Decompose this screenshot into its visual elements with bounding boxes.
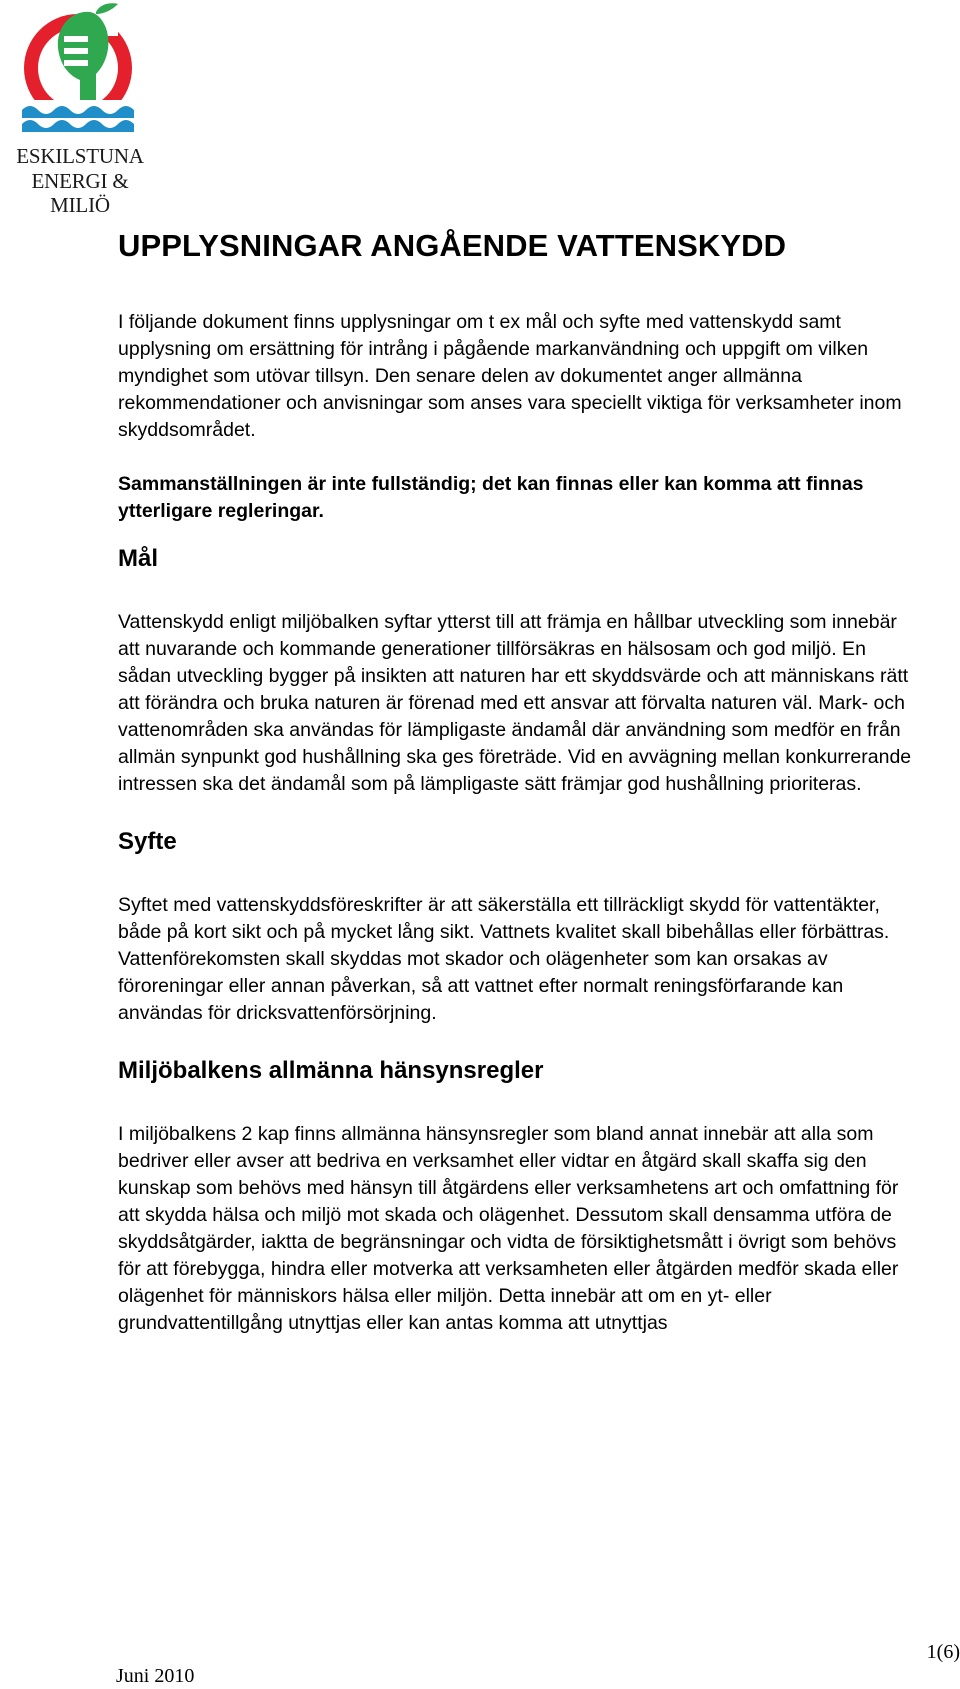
section-heading-mal: Mål — [118, 545, 159, 572]
logo-text-line2: ENERGI & MILIÖ — [31, 169, 129, 217]
document-body — [118, 226, 918, 1337]
page-number: 1(6) — [926, 1641, 960, 1663]
footer-date: Juni 2010 — [116, 1665, 195, 1687]
document-title: UPPLYSNINGAR ANGÅENDE VATTENSKYDD — [118, 228, 787, 263]
notice-paragraph: Sammanställningen är inte fullständig; det kan finnas eller kan komma att finnas ytterligare regleringar. — [118, 473, 864, 522]
section-body-mal: Vattenskydd enligt miljöbalken syftar ytterst till att främja en hållbar utveckling som innebär att nuvarande och kommande generationer tillförsäkras en hälsosam och god miljö. En sådan utveckling bygger på insikten att naturen har ett skyddsvärde och att människans rätt att förändra och bruka naturen är förenad med ett ansvar att förvalta naturen väl. Mark- och vattenområden ska användas för lämpligaste ändamål där användning som medför en från allmän synpunkt god hushållning ska ges företräde. Vid en avvägning mellan konkurrerande intressen ska det ändamål som på lämpligaste sätt främjar god hushållning prioriteras. — [118, 611, 912, 795]
section-heading-hansynsregler: Miljöbalkens allmänna hänsynsregler — [118, 1057, 544, 1084]
section-heading-syfte: Syfte — [118, 828, 177, 855]
intro-paragraph: I följande dokument finns upplysningar om t ex mål och syfte med vattenskydd samt upplysning om ersättning för intrång i pågående markanvändning och uppgift om vilken myndighet som utövar tillsyn. Den senare delen av dokumentet anger allmänna rekommendationer och anvisningar som anses vara speciellt viktiga för verksamheter inom skyddsområdet. — [118, 311, 902, 441]
company-logo — [0, 0, 160, 217]
section-body-syfte: Syftet med vattenskyddsföreskrifter är att säkerställa ett tillräckligt skydd för vattentäkter, både på kort sikt och på mycket lång sikt. Vattnets kvalitet skall bibehållas eller förbättras. Vattenförekomsten skall skyddas mot skador och olägenheter som kan orsakas av föroreningar eller annan påverkan, så att vattnet efter normalt reningsförfarande kan användas för dricksvattenförsörjning. — [118, 894, 890, 1024]
logo-text-line1: ESKILSTUNA — [16, 144, 144, 168]
apple-drop-logo-icon — [0, 0, 160, 145]
section-body-hansynsregler: I miljöbalkens 2 kap finns allmänna hänsynsregler som bland annat innebär att alla som bedriver eller avser att bedriva en verksamhet eller vidtar en åtgärd skall skaffa sig den kunskap som behövs med hänsyn till åtgärdens eller verksamhetens art och omfattning för att skydda hälsa och miljö mot skada och olägenhet. Dessutom skall densamma utföra de skyddsåtgärder, iaktta de begränsningar och vidta de försiktighetsmått i övrigt som behövs för att förebygga, hindra eller motverka att verksamheten eller åtgärden medför skada eller olägenhet för människors hälsa eller miljön. Detta innebär att om en yt- eller grundvattentillgång utnyttjas eller kan antas komma att utnyttjas — [118, 1123, 899, 1334]
